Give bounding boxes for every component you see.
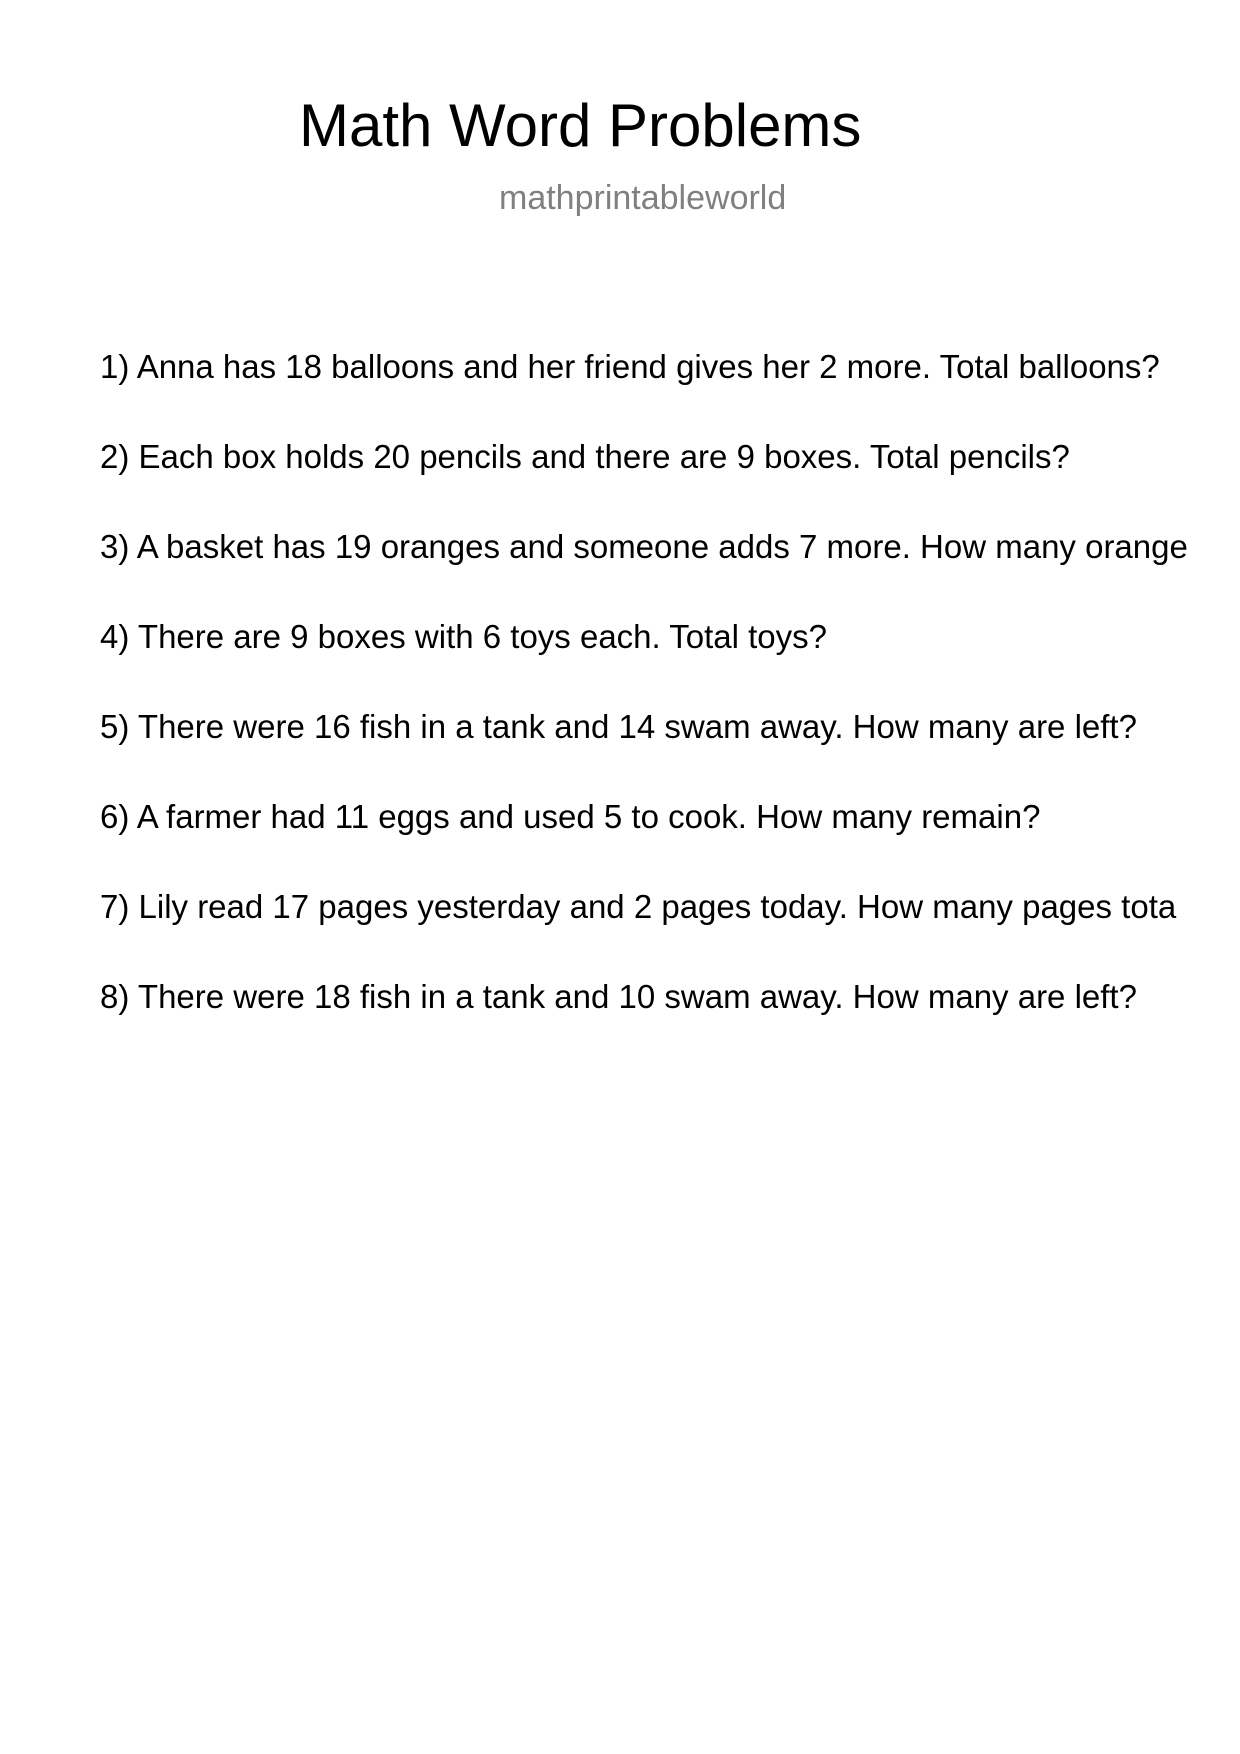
problem-item: 4) There are 9 boxes with 6 toys each. Total toys? <box>100 620 828 655</box>
problem-item: 8) There were 18 fish in a tank and 10 swam away. How many are left? <box>100 980 1137 1015</box>
problem-item: 6) A farmer had 11 eggs and used 5 to cook. How many remain? <box>100 800 1041 835</box>
problem-item: 1) Anna has 18 balloons and her friend gives her 2 more. Total balloons? <box>100 350 1160 385</box>
page-subtitle: mathprintableworld <box>499 179 787 217</box>
problem-item: 5) There were 16 fish in a tank and 14 swam away. How many are left? <box>100 710 1137 745</box>
problem-item: 2) Each box holds 20 pencils and there are 9 boxes. Total pencils? <box>100 440 1070 475</box>
page-title: Math Word Problems <box>299 92 862 159</box>
problem-item: 3) A basket has 19 oranges and someone adds 7 more. How many orange <box>100 530 1188 565</box>
problem-list <box>100 350 1240 1070</box>
problem-item: 7) Lily read 17 pages yesterday and 2 pages today. How many pages tota <box>100 890 1177 925</box>
